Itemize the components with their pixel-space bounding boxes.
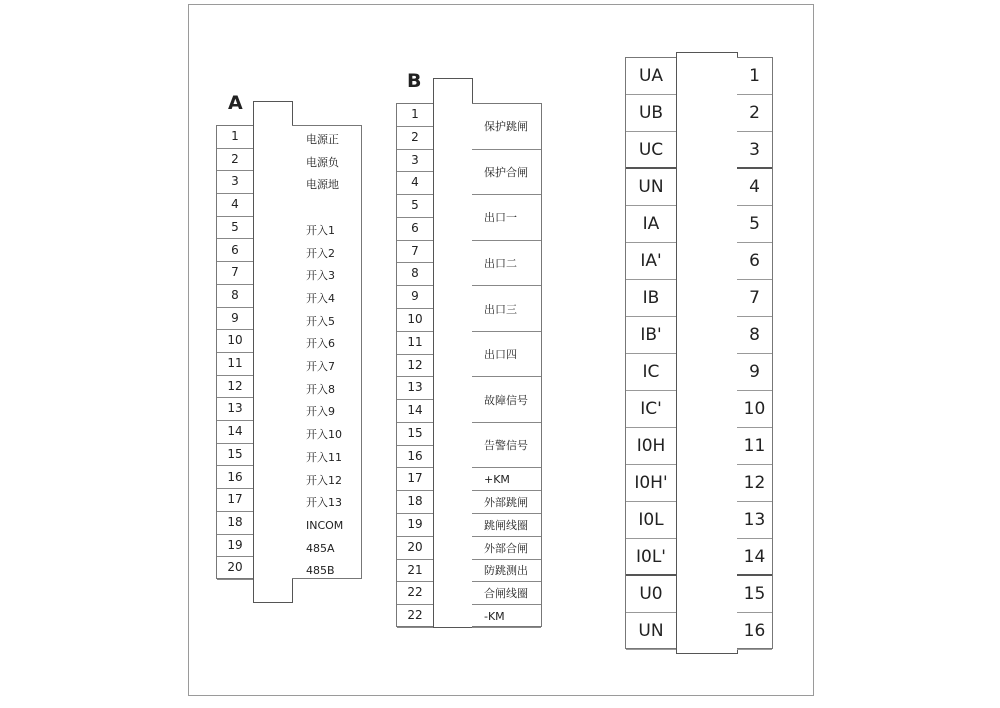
block-b-terminal-label: 出口二: [472, 241, 541, 287]
block-b-terminal-number: 5: [397, 195, 433, 218]
block-a-terminal-number: 8: [217, 285, 253, 308]
block-c-terminal-number: 4: [737, 169, 772, 206]
block-b-terminal-label: 防跳测出: [472, 560, 541, 583]
block-b-terminal-label: +KM: [472, 468, 541, 491]
block-b-terminal-label: 跳闸线圈: [472, 514, 541, 537]
block-a-terminal-number: 7: [217, 262, 253, 285]
block-b-terminal-label: 告警信号: [472, 423, 541, 469]
block-a-terminal-number: 15: [217, 444, 253, 467]
block-c-signal-label: UC: [626, 132, 676, 169]
block-c-terminal-number: 1: [737, 58, 772, 95]
block-c-signal-label: IC': [626, 391, 676, 428]
block-b-terminal-number: 11: [397, 332, 433, 355]
block-b-number-column: [396, 103, 434, 627]
block-c-terminal-number: 2: [737, 95, 772, 132]
block-a-number-column: [216, 125, 254, 579]
block-b-terminal-number: 9: [397, 286, 433, 309]
block-b-terminal-label: 保护合闸: [472, 150, 541, 196]
block-a-terminal-label: 485A: [306, 541, 335, 555]
block-a-terminal-number: 9: [217, 308, 253, 331]
block-b-terminal-bar: [433, 78, 473, 628]
block-c-signal-label: UA: [626, 58, 676, 95]
block-c-terminal-number: 5: [737, 206, 772, 243]
block-b-terminal-label: 外部跳闸: [472, 491, 541, 514]
block-a-terminal-label: 开入4: [306, 291, 335, 305]
block-b-terminal-number: 7: [397, 241, 433, 264]
block-c-signal-label: UN: [626, 169, 676, 206]
block-a-terminal-label: 开入8: [306, 382, 335, 396]
block-b-terminal-number: 12: [397, 355, 433, 378]
block-a-terminal-number: 11: [217, 353, 253, 376]
block-c-terminal-number: 14: [737, 539, 772, 576]
block-a-terminal-label: 电源负: [306, 155, 339, 169]
block-c-signal-label: UN: [626, 613, 676, 650]
block-a-terminal-number: 18: [217, 512, 253, 535]
block-c-terminal-number: 8: [737, 317, 772, 354]
block-b-terminal-label: 合闸线圈: [472, 582, 541, 605]
block-a-terminal-number: 13: [217, 398, 253, 421]
block-b-terminal-number: 10: [397, 309, 433, 332]
block-c-terminal-number: 6: [737, 243, 772, 280]
block-c-signal-label: I0L': [626, 539, 676, 576]
block-b-title: B: [407, 70, 422, 92]
block-b-label-column: [472, 103, 542, 627]
block-b-terminal-number: 19: [397, 514, 433, 537]
block-b-terminal-label: 故障信号: [472, 377, 541, 423]
block-a-terminal-label: 开入7: [306, 360, 335, 373]
block-a-terminal-number: 6: [217, 240, 253, 263]
block-c-signal-label: IA': [626, 243, 676, 280]
block-a-terminal-number: 16: [217, 467, 253, 490]
block-c-terminal-number: 9: [737, 354, 772, 391]
block-a-terminal-number: 10: [217, 330, 253, 353]
block-a-terminal-label: 开入11: [306, 450, 342, 464]
block-c-signal-label: I0L: [626, 502, 676, 539]
block-b-terminal-number: 6: [397, 218, 433, 241]
block-c-signal-label: IB': [626, 317, 676, 354]
block-b-terminal-number: 17: [397, 468, 433, 491]
block-b-terminal-number: 16: [397, 446, 433, 469]
block-b-terminal-number: 14: [397, 400, 433, 423]
block-a-terminal-label: [292, 197, 361, 220]
block-b-terminal-label: 出口一: [472, 195, 541, 241]
block-c-signal-label: IB: [626, 280, 676, 317]
block-b-terminal-number: 18: [397, 491, 433, 514]
block-a-terminal-label: 开入6: [306, 337, 335, 351]
block-b-terminal-number: 15: [397, 423, 433, 446]
block-b-terminal-number: 20: [397, 537, 433, 560]
block-b-terminal-label: -KM: [472, 605, 541, 628]
block-c-terminal-bar: [676, 52, 738, 654]
block-c-terminal-number: 12: [737, 465, 772, 502]
block-b-terminal-number: 22: [397, 582, 433, 605]
block-a-title: A: [228, 92, 243, 114]
block-b-terminal-number: 2: [397, 127, 433, 150]
block-b-terminal-number: 13: [397, 377, 433, 400]
block-b-terminal-label: 出口三: [472, 286, 541, 332]
block-c-signal-label: I0H': [626, 465, 676, 502]
block-b-terminal-number: 3: [397, 150, 433, 173]
block-a-terminal-number: 2: [217, 149, 253, 172]
block-c-terminal-number: 15: [737, 576, 772, 613]
block-a-terminal-label: 开入1: [306, 223, 335, 237]
block-a-terminal-number: 3: [217, 171, 253, 194]
block-a-terminal-number: 20: [217, 557, 253, 580]
block-a-terminal-number: 17: [217, 489, 253, 512]
block-a-terminal-label: 开入13: [306, 496, 342, 510]
block-b-terminal-number: 8: [397, 263, 433, 286]
block-a-terminal-label: 开入5: [306, 314, 335, 328]
block-c-terminal-number: 3: [737, 132, 772, 169]
block-c-signal-label: IC: [626, 354, 676, 391]
block-b-terminal-number: 22: [397, 605, 433, 628]
block-a-terminal-label: 开入9: [306, 405, 335, 419]
block-c-signal-label: IA: [626, 206, 676, 243]
block-b-terminal-label: 保护跳闸: [472, 104, 541, 150]
block-a-terminal-bar: [253, 101, 293, 603]
block-c-terminal-number: 13: [737, 502, 772, 539]
block-a-terminal-label: 开入2: [306, 246, 335, 260]
block-a-terminal-label: 开入3: [306, 269, 335, 283]
block-a-terminal-label: 电源正: [306, 133, 339, 146]
block-c-terminal-number: 10: [737, 391, 772, 428]
block-a-terminal-number: 5: [217, 217, 253, 240]
block-a-terminal-number: 12: [217, 376, 253, 399]
block-b-terminal-label: 出口四: [472, 332, 541, 378]
block-c-signal-label: U0: [626, 576, 676, 613]
block-b-terminal-number: 21: [397, 560, 433, 583]
block-c-signal-label: I0H: [626, 428, 676, 465]
block-c-terminal-number: 7: [737, 280, 772, 317]
block-a-terminal-number: 4: [217, 194, 253, 217]
block-a-terminal-number: 19: [217, 535, 253, 558]
block-a-terminal-number: 14: [217, 421, 253, 444]
block-a-terminal-label: 电源地: [306, 178, 339, 192]
block-c-signal-column: [625, 57, 677, 649]
block-b-terminal-label: 外部合闸: [472, 537, 541, 560]
block-a-terminal-label: 485B: [306, 564, 335, 578]
block-a-label-column: [292, 125, 362, 579]
block-b-terminal-number: 4: [397, 172, 433, 195]
block-a-terminal-label: 开入10: [306, 428, 342, 442]
block-c-signal-label: UB: [626, 95, 676, 132]
block-c-number-column: [737, 57, 773, 649]
block-a-terminal-label: 开入12: [306, 473, 342, 487]
block-a-terminal-label: INCOM: [306, 518, 344, 532]
block-a-terminal-number: 1: [217, 126, 253, 149]
block-c-terminal-number: 16: [737, 613, 772, 650]
block-b-terminal-number: 1: [397, 104, 433, 127]
block-c-terminal-number: 11: [737, 428, 772, 465]
